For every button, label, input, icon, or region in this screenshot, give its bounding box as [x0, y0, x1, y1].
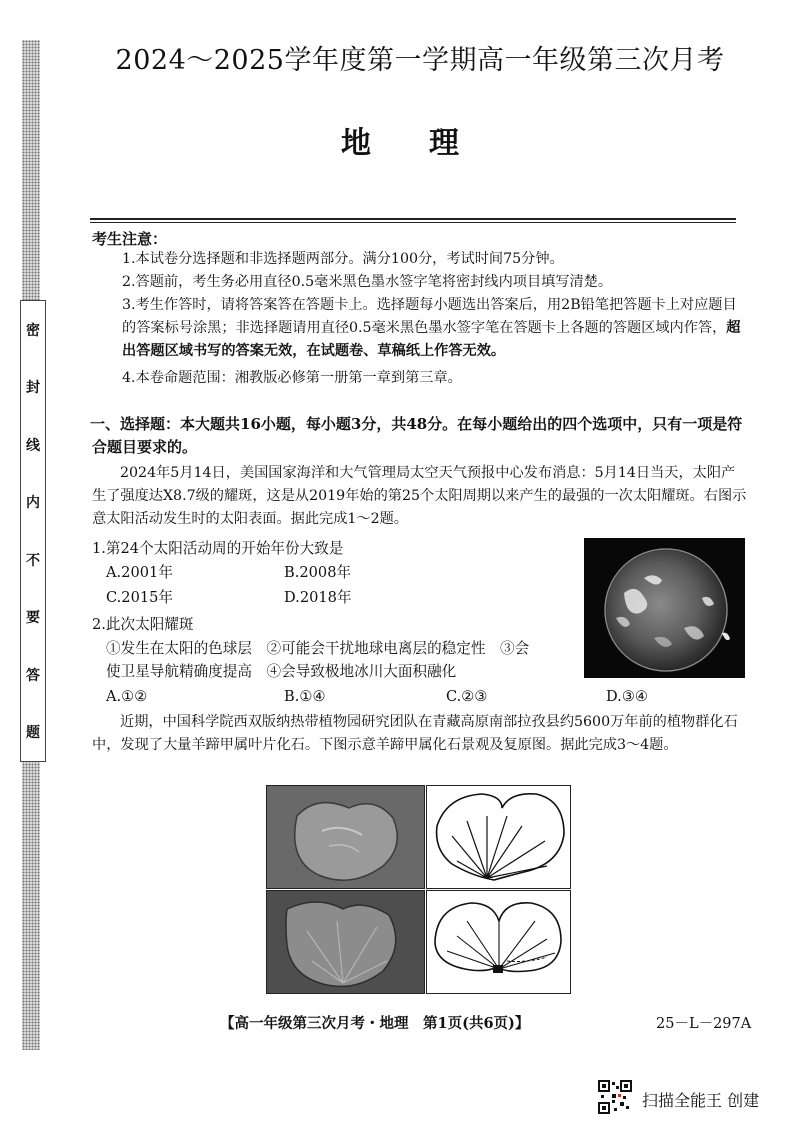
- notice-item-1: 1.本试卷分选择题和非选择题两部分。满分100分，考试时间75分钟。: [122, 251, 564, 267]
- page-footer: [220, 1012, 529, 1033]
- question-1-option-c: C.2015年: [106, 589, 174, 606]
- fossil-photo-1: [266, 785, 425, 889]
- seal-char: 答: [26, 667, 40, 684]
- fossil-photo-2: [266, 890, 425, 994]
- footer-bracket-right: 】: [514, 1015, 530, 1032]
- notice-item-3-text: 3.考生作答时，请将答案答在答题卡上。选择题每小题选出答案后，用2B铅笔把答题卡上对应题目的答案标号涂黑；非选择题请用直径0.5毫米黑色墨水签字笔在答题卡上各题的答题区域内作答，: [122, 297, 737, 336]
- notice-item-4: 4.本卷命题范围：湘教版必修第一册第一章到第三章。: [122, 370, 462, 386]
- seal-char: 题: [26, 725, 40, 742]
- notice-item-2: 2.答题前，考生务必用直径0.5毫米黑色墨水签字笔将密封线内项目填写清楚。: [122, 274, 613, 290]
- seal-char: 密: [26, 322, 40, 339]
- qr-code-icon: [598, 1080, 632, 1114]
- notice-item-3-emphasis: 超出答题区域书写的答案无效，在试题卷、草稿纸上作答无效。: [122, 320, 741, 359]
- footer-page: 第1页(共6页): [423, 1015, 515, 1032]
- paper-code: 25－L－297A: [656, 1016, 752, 1032]
- passage-2: 近期，中国科学院西双版纳热带植物园研究团队在青藏高原南部拉孜县约5600万年前的植物群化石中，发现了大量羊蹄甲属叶片化石。下图示意羊蹄甲属化石景观及复原图。据此完成3～4题。: [92, 714, 738, 753]
- section-heading: 一、选择题：本大题共16小题，每小题3分，共48分。在每小题给出的四个选项中，只有一项是符合题目要求的。: [90, 415, 743, 456]
- question-1-option-b: B.2008年: [284, 564, 352, 581]
- question-1-stem: 1.第24个太阳活动周的开始年份大致是: [92, 540, 344, 557]
- subject-title: 地理: [341, 126, 517, 161]
- fossil-reconstruction-2: [426, 890, 571, 994]
- question-1-option-a: A.2001年: [106, 564, 173, 581]
- question-2-option-b: B.①④: [284, 688, 326, 705]
- passage-1: 2024年5月14日，美国国家海洋和大气管理局太空天气预报中心发布消息：5月14日当天，太阳产生了强度达X8.7级的耀斑，这是从2019年始的第25个太阳周期以来产生的最强的一次太阳耀斑。右图示意太阳活动发生时的太阳表面。据此完成1～2题。: [92, 465, 747, 527]
- notice-heading: 考生注意：: [92, 230, 168, 248]
- scanner-watermark: 扫描全能王 创建: [642, 1091, 760, 1110]
- sun-surface-image: [584, 538, 745, 678]
- seal-line-label: [20, 300, 46, 762]
- question-2-option-c: C.②③: [446, 688, 488, 705]
- header-rule-thin: [90, 222, 736, 223]
- seal-char: 内: [26, 495, 40, 512]
- seal-char: 封: [26, 380, 40, 397]
- seal-char: 要: [26, 610, 40, 627]
- footer-bracket-left: 【: [220, 1015, 235, 1032]
- seal-char: 不: [26, 552, 40, 569]
- question-2-statements-line-1: ①发生在太阳的色球层 ②可能会干扰地球电离层的稳定性 ③会: [106, 640, 530, 657]
- seal-char: 线: [26, 437, 40, 454]
- question-2-stem: 2.此次太阳耀斑: [92, 616, 194, 633]
- notice-item-3: [122, 294, 742, 363]
- question-1-option-d: D.2018年: [284, 589, 352, 606]
- footer-label: 高一年级第三次月考・地理: [234, 1015, 409, 1032]
- fossil-reconstruction-1: [426, 785, 571, 889]
- question-2-option-d: D.③④: [606, 688, 648, 705]
- question-2-statements-line-2: 使卫星导航精确度提高 ④会导致极地冰川大面积融化: [106, 663, 457, 680]
- header-rule: [90, 218, 736, 220]
- exam-title: 2024～2025学年度第一学期高一年级第三次月考: [115, 45, 725, 76]
- question-2-option-a: A.①②: [106, 688, 148, 705]
